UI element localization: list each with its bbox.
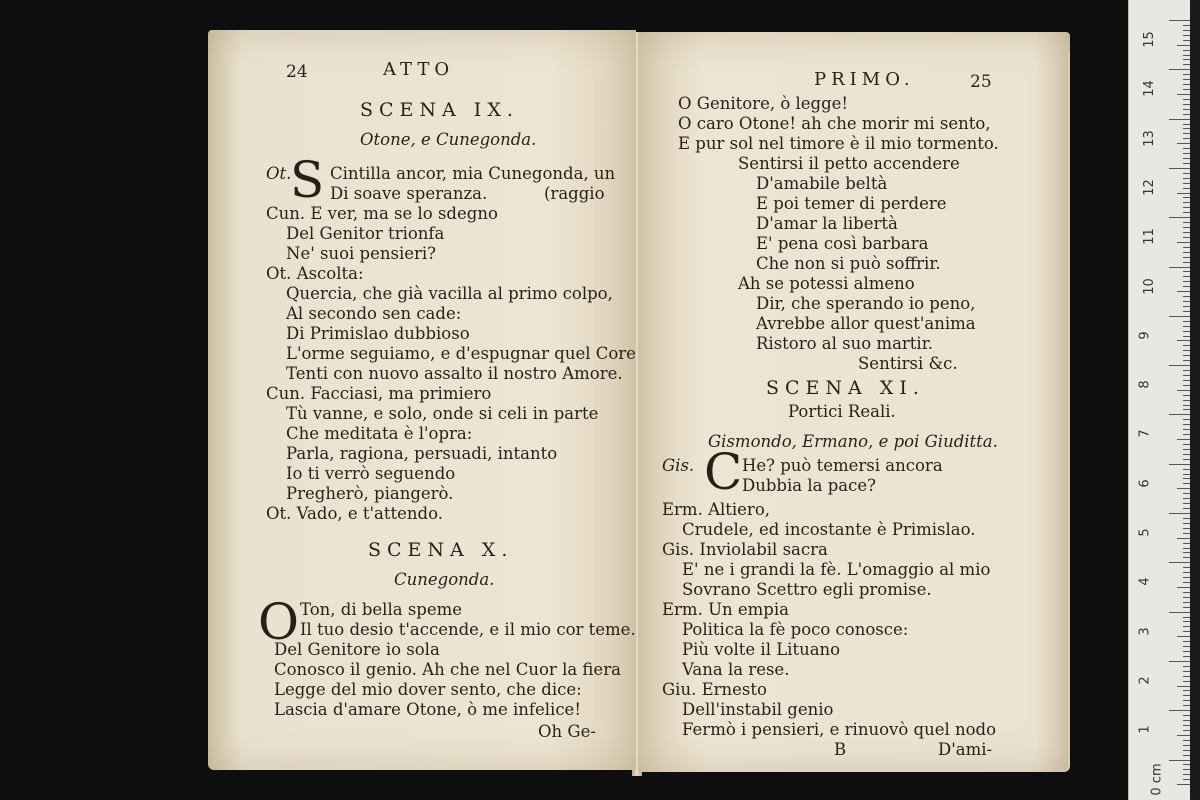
ruler-label: 6 (1137, 479, 1153, 488)
verse-line: Crudele, ed incostante è Primislao. (682, 520, 976, 539)
ruler-tick (1169, 316, 1191, 317)
ruler-tick (1177, 636, 1191, 637)
drop-cap-s: S (290, 151, 325, 209)
verse-line: Cintilla ancor, mia Cunegonda, un (330, 164, 616, 183)
ruler-label: 5 (1137, 528, 1153, 537)
ruler-tick (1177, 94, 1191, 95)
page-edge (1068, 52, 1070, 772)
verse-line: Sovrano Scettro egli promise. (682, 580, 932, 599)
verse-line: Parla, ragiona, persuadi, intanto (286, 444, 558, 463)
speaker-label: Ot. (266, 164, 292, 183)
verse-line: Erm. Altiero, (662, 500, 770, 519)
scene-characters: Otone, e Cunegonda. (360, 130, 537, 149)
ruler-tick (1169, 562, 1191, 563)
ruler-tick (1177, 193, 1191, 194)
verse-line: Che meditata è l'opra: (286, 424, 473, 443)
verse-line: Più volte il Lituano (682, 640, 841, 659)
scene-heading: SCENA IX. (360, 99, 519, 121)
ruler-label: 0 cm (1149, 762, 1165, 796)
verse-line: Giu. Ernesto (662, 680, 767, 699)
left-page (208, 30, 636, 770)
scene-characters: Cunegonda. (394, 570, 495, 589)
ruler-label: 12 (1141, 179, 1157, 196)
verse-line: Del Genitore io sola (274, 640, 440, 659)
verse-line: Ah se potessi almeno (738, 274, 915, 293)
verse-line: Ton, di bella speme (300, 600, 463, 619)
verse-line: Tù vanne, e solo, onde si celi in parte (286, 404, 599, 423)
right-running-title: PRIMO. (814, 69, 915, 90)
verse-line: Erm. Un empia (662, 600, 789, 619)
ruler-tick (1177, 735, 1191, 736)
verse-line: Tenti con nuovo assalto il nostro Amore. (286, 364, 623, 383)
ruler-tick (1169, 267, 1191, 268)
verse-line: Sentirsi il petto accendere (738, 154, 960, 173)
ruler-label: 2 (1137, 676, 1153, 685)
verse-line: Legge del mio dover sento, che dice: (274, 680, 582, 699)
ruler-tick (1177, 45, 1191, 46)
ruler-label: 14 (1141, 80, 1157, 98)
ruler-tick (1177, 340, 1191, 341)
ruler-tick (1169, 217, 1191, 218)
verse-line: D'amar la libertà (756, 214, 898, 233)
ruler-label: 1 (1137, 725, 1153, 734)
verse-line: Cun. E ver, ma se lo sdegno (266, 204, 498, 223)
verse-line: L'orme seguiamo, e d'espugnar quel Core (286, 344, 636, 363)
ruler-tick (1177, 587, 1191, 588)
verse-line: E pur sol nel timore è il mio tormento. (678, 134, 999, 153)
ruler-edge (1190, 0, 1200, 800)
ruler-tick (1169, 414, 1191, 415)
verse-line: E' pena così barbara (756, 234, 929, 253)
ruler-tick (1177, 439, 1191, 440)
verse-line: Cun. Facciasi, ma primiero (266, 384, 492, 403)
verse-line: Ot. Vado, e t'attendo. (266, 504, 443, 523)
verse-line: Di Primislao dubbioso (286, 324, 470, 343)
verse-line: Io ti verrò seguendo (286, 464, 456, 483)
ruler-tick (1169, 20, 1191, 21)
verse-line: O caro Otone! ah che morir mi sento, (678, 114, 991, 133)
ruler-tick (1169, 513, 1191, 514)
ruler-label: 8 (1137, 380, 1153, 389)
ruler-label: 3 (1137, 626, 1153, 636)
verse-line: Avrebbe allor quest'anima (756, 314, 976, 333)
verse-line: Politica la fè poco conosce: (682, 620, 909, 639)
signature-mark: B (834, 740, 847, 759)
verse-line: Dell'instabil genio (682, 700, 834, 719)
ruler-tick (1169, 69, 1191, 70)
verse-line: Quercia, che già vacilla al primo colpo, (286, 284, 613, 303)
ruler-tick (1177, 242, 1191, 243)
ruler-tick (1177, 291, 1191, 292)
verse-line: Ne' suoi pensieri? (286, 244, 437, 263)
verse-line: Gis. Inviolabil sacra (662, 540, 828, 559)
verse-line: Sentirsi &c. (858, 354, 958, 373)
drop-cap-o: O (258, 593, 299, 651)
verse-line: Che non si può soffrir. (756, 254, 941, 273)
ruler-tick (1169, 168, 1191, 169)
ruler-tick (1169, 365, 1191, 366)
ruler-tick (1177, 538, 1191, 539)
ruler-tick (1177, 488, 1191, 489)
catchword: D'ami- (938, 740, 993, 759)
verse-line: Al secondo sen cade: (286, 304, 462, 323)
ruler-tick (1169, 612, 1191, 613)
ruler-tick (1177, 390, 1191, 391)
ruler-label: 9 (1137, 331, 1153, 340)
speaker-label: Gis. (662, 456, 695, 475)
scene-heading: SCENA XI. (766, 377, 925, 399)
ruler-label: 11 (1141, 228, 1157, 245)
ruler-label: 4 (1137, 577, 1153, 586)
ruler-tick (1169, 661, 1191, 662)
verse-line: Dubbia la pace? (742, 476, 876, 495)
ruler-label: 13 (1141, 129, 1157, 147)
right-page (638, 32, 1070, 772)
verse-line: Ristoro al suo martir. (756, 334, 934, 353)
verse-line: Lascia d'amare Otone, ò me infelice! (274, 700, 581, 719)
verse-line: Conosco il genio. Ah che nel Cuor la fiera (274, 660, 621, 679)
ruler-tick (1177, 686, 1191, 687)
verse-line: Del Genitor trionfa (286, 224, 445, 243)
catchword: Oh Ge- (538, 722, 596, 741)
verse-line: D'amabile beltà (756, 174, 888, 193)
ruler-label: 7 (1137, 429, 1153, 439)
ruler-tick (1177, 143, 1191, 144)
verse-line: Vana la rese. (682, 660, 790, 679)
left-page-number: 24 (286, 62, 308, 82)
scene-characters: Gismondo, Ermano, e poi Giuditta. (708, 432, 998, 451)
scene-location: Portici Reali. (788, 402, 896, 421)
ruler-tick (1169, 119, 1191, 120)
verse-line: Ot. Ascolta: (266, 264, 364, 283)
ruler-tick (1177, 784, 1191, 785)
ruler-label: 10 (1141, 277, 1157, 295)
ruler-tick (1169, 710, 1191, 711)
verse-line: O Genitore, ò legge! (678, 94, 849, 113)
verse-line: E' ne i grandi la fè. L'omaggio al mio (682, 560, 991, 579)
right-page-number: 25 (970, 72, 992, 92)
verse-line: Dir, che sperando io peno, (756, 294, 976, 313)
verse-line: He? può temersi ancora (742, 456, 943, 475)
ruler-tick (1169, 464, 1191, 465)
verse-line: Pregherò, piangerò. (286, 484, 454, 503)
drop-cap-c: C (704, 443, 743, 501)
verse-line: Il tuo desio t'accende, e il mio cor teme. (300, 620, 636, 639)
measuring-ruler (1128, 0, 1191, 800)
scene-heading: SCENA X. (368, 539, 514, 561)
left-running-title: ATTO (383, 59, 455, 80)
verse-line: (raggio (544, 184, 605, 203)
verse-line: Fermò i pensieri, e rinuovò quel nodo (682, 720, 997, 739)
ruler-tick (1169, 760, 1191, 761)
verse-line: E poi temer di perdere (756, 194, 947, 213)
verse-line: Di soave speranza. (330, 184, 488, 203)
open-book (208, 18, 1074, 778)
ruler-label: 15 (1141, 31, 1157, 48)
